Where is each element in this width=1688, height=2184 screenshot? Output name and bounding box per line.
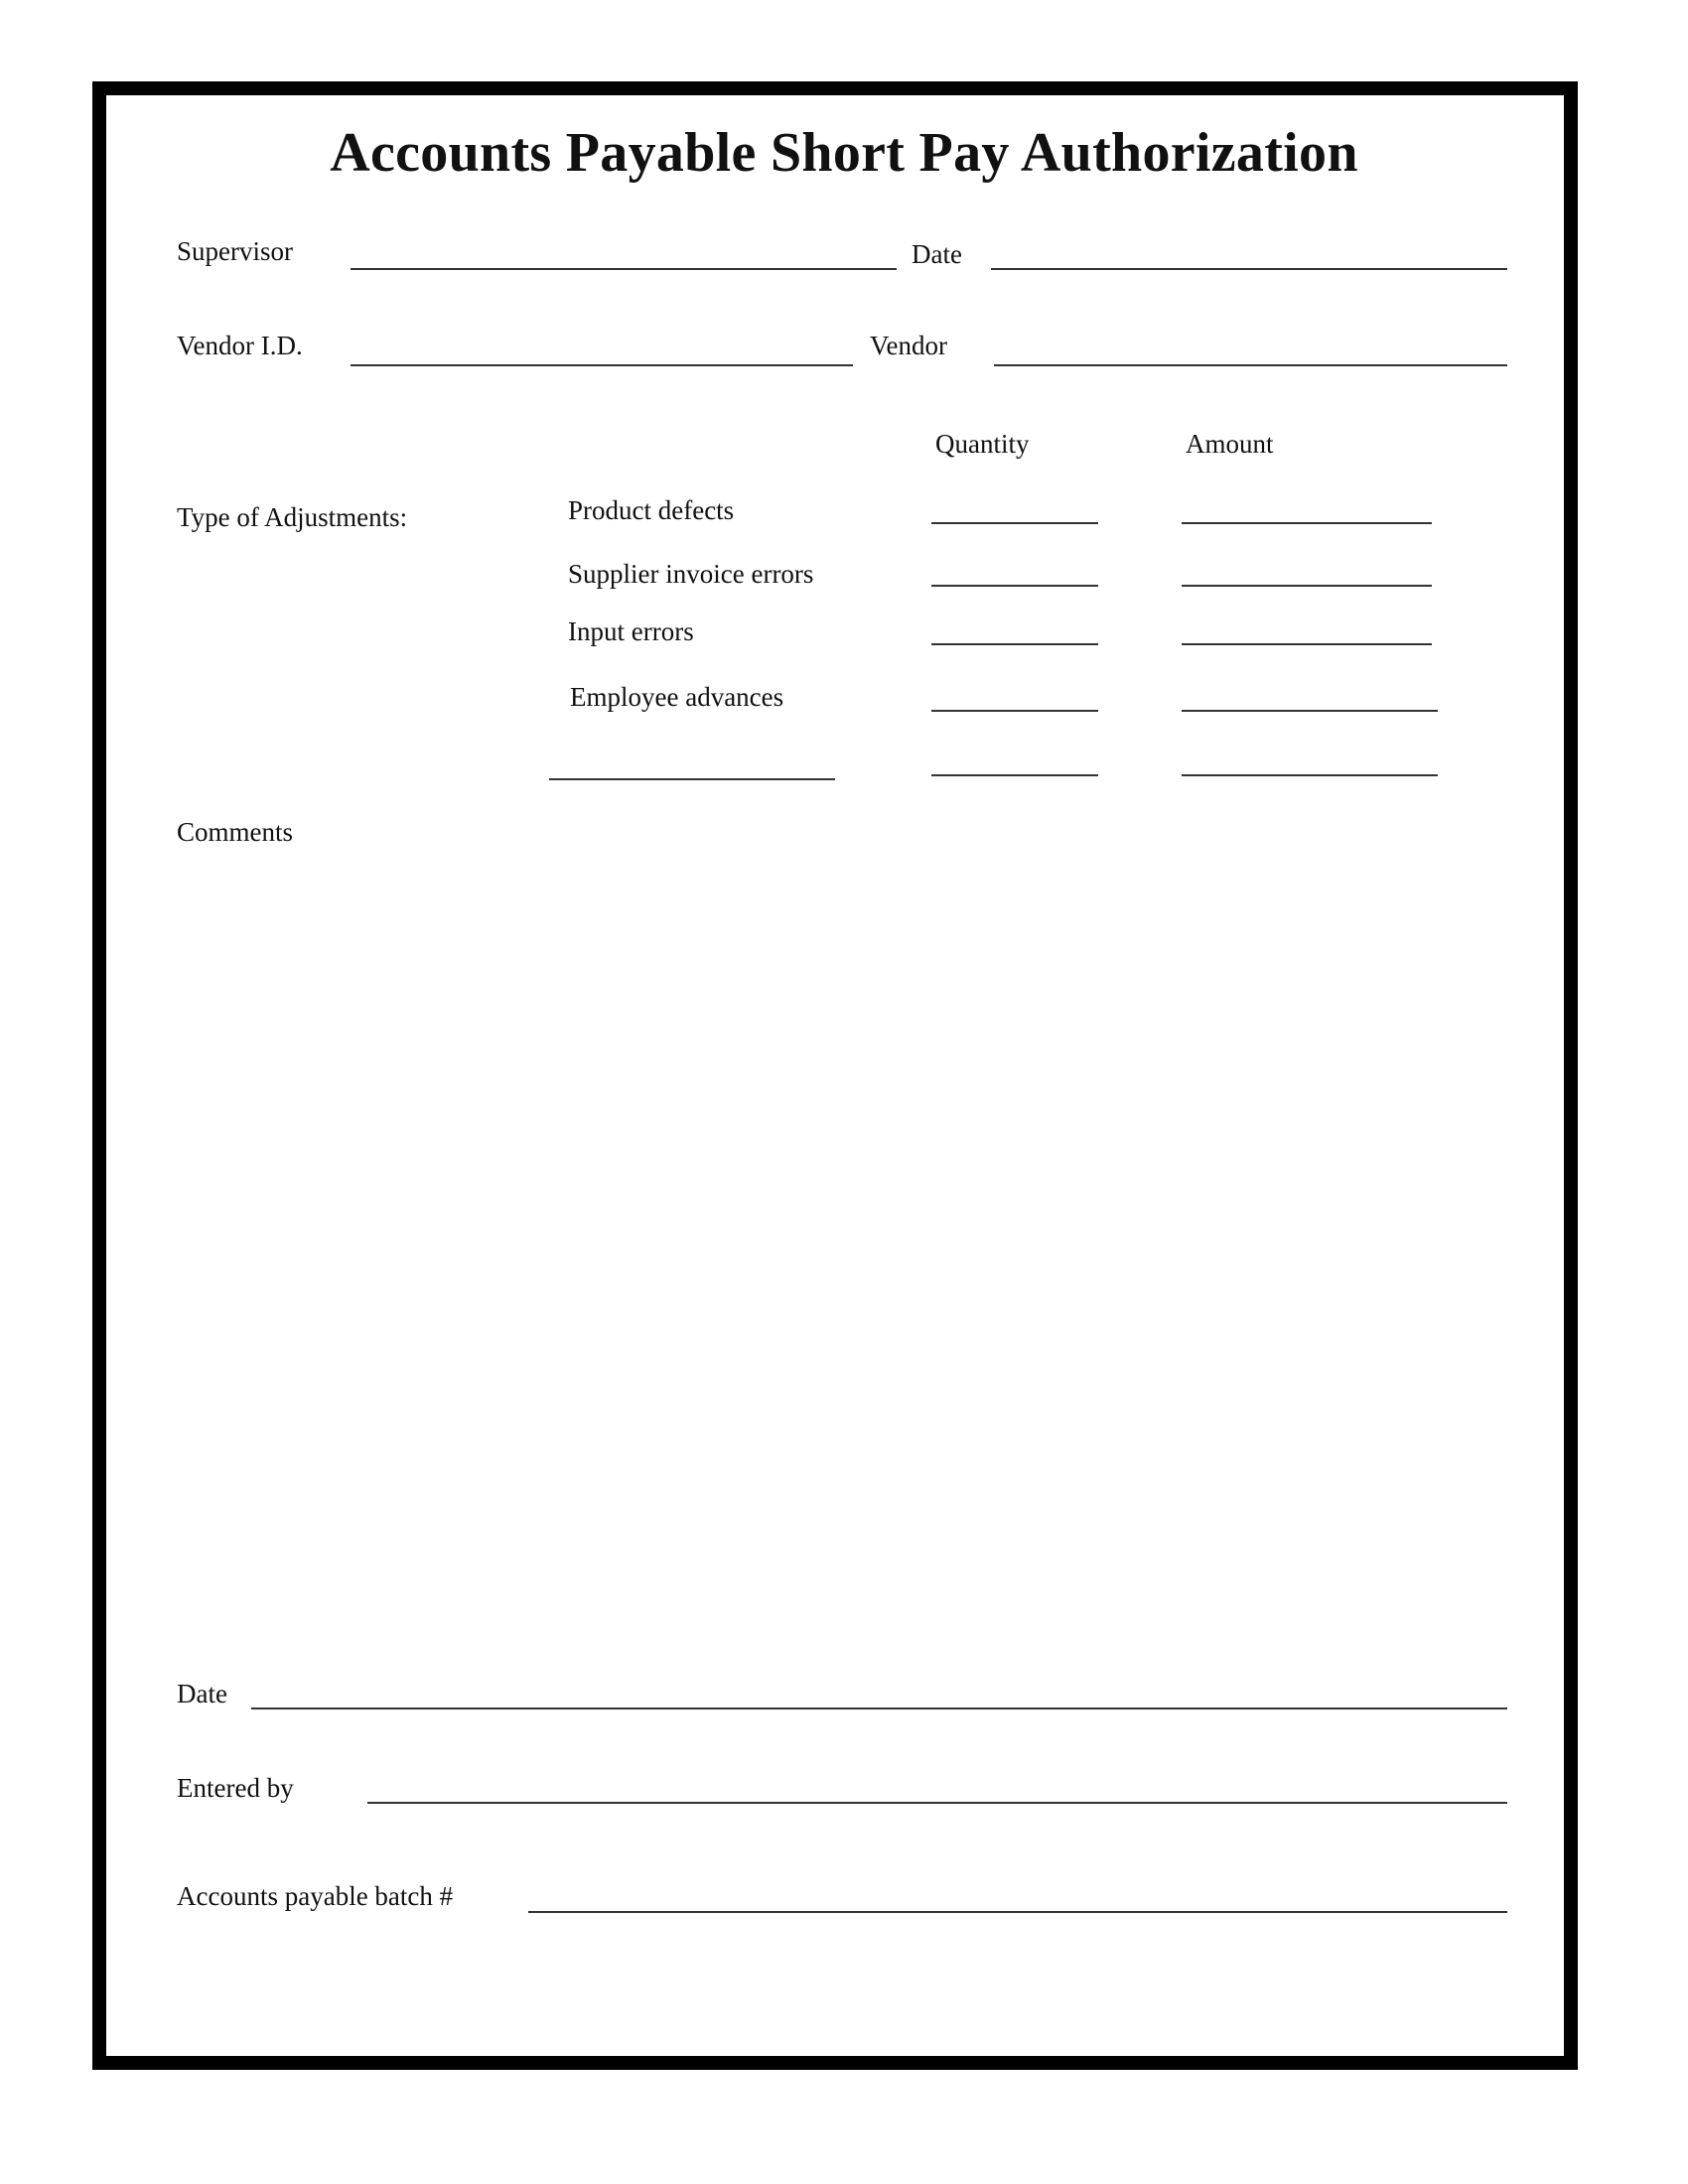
adjustment-row-label: Product defects (568, 495, 735, 525)
amount-field[interactable] (1182, 522, 1432, 524)
quantity-field[interactable] (931, 585, 1098, 587)
quantity-field[interactable] (931, 522, 1098, 524)
amount-header: Amount (1186, 429, 1274, 459)
vendor-id-field[interactable] (351, 364, 853, 366)
quantity-header: Quantity (935, 429, 1030, 459)
vendor-id-label: Vendor I.D. (177, 331, 303, 360)
amount-field[interactable] (1182, 774, 1438, 776)
entered-by-field[interactable] (367, 1802, 1507, 1804)
form-title: Accounts Payable Short Pay Authorization (330, 122, 1358, 184)
comments-area[interactable] (177, 864, 1507, 1638)
quantity-field[interactable] (931, 710, 1098, 712)
footer-date-label: Date (177, 1679, 227, 1708)
batch-number-field[interactable] (528, 1911, 1507, 1913)
batch-number-label: Accounts payable batch # (177, 1881, 454, 1911)
other-adjustment-field[interactable] (549, 778, 835, 780)
quantity-field[interactable] (931, 643, 1098, 645)
date-label: Date (912, 239, 962, 269)
adjustment-row-label: Input errors (568, 616, 694, 646)
entered-by-label: Entered by (177, 1773, 294, 1803)
vendor-label: Vendor (870, 331, 947, 360)
amount-field[interactable] (1182, 585, 1432, 587)
type-of-adjustments-label: Type of Adjustments: (177, 502, 408, 532)
amount-field[interactable] (1182, 710, 1438, 712)
amount-field[interactable] (1182, 643, 1432, 645)
date-field[interactable] (991, 268, 1507, 270)
supervisor-label: Supervisor (177, 236, 293, 266)
adjustment-row-label: Employee advances (570, 682, 784, 712)
adjustment-row-label: Supplier invoice errors (568, 559, 814, 589)
supervisor-field[interactable] (351, 268, 897, 270)
vendor-field[interactable] (994, 364, 1507, 366)
quantity-field[interactable] (931, 774, 1098, 776)
comments-label: Comments (177, 817, 294, 847)
footer-date-field[interactable] (251, 1707, 1507, 1709)
